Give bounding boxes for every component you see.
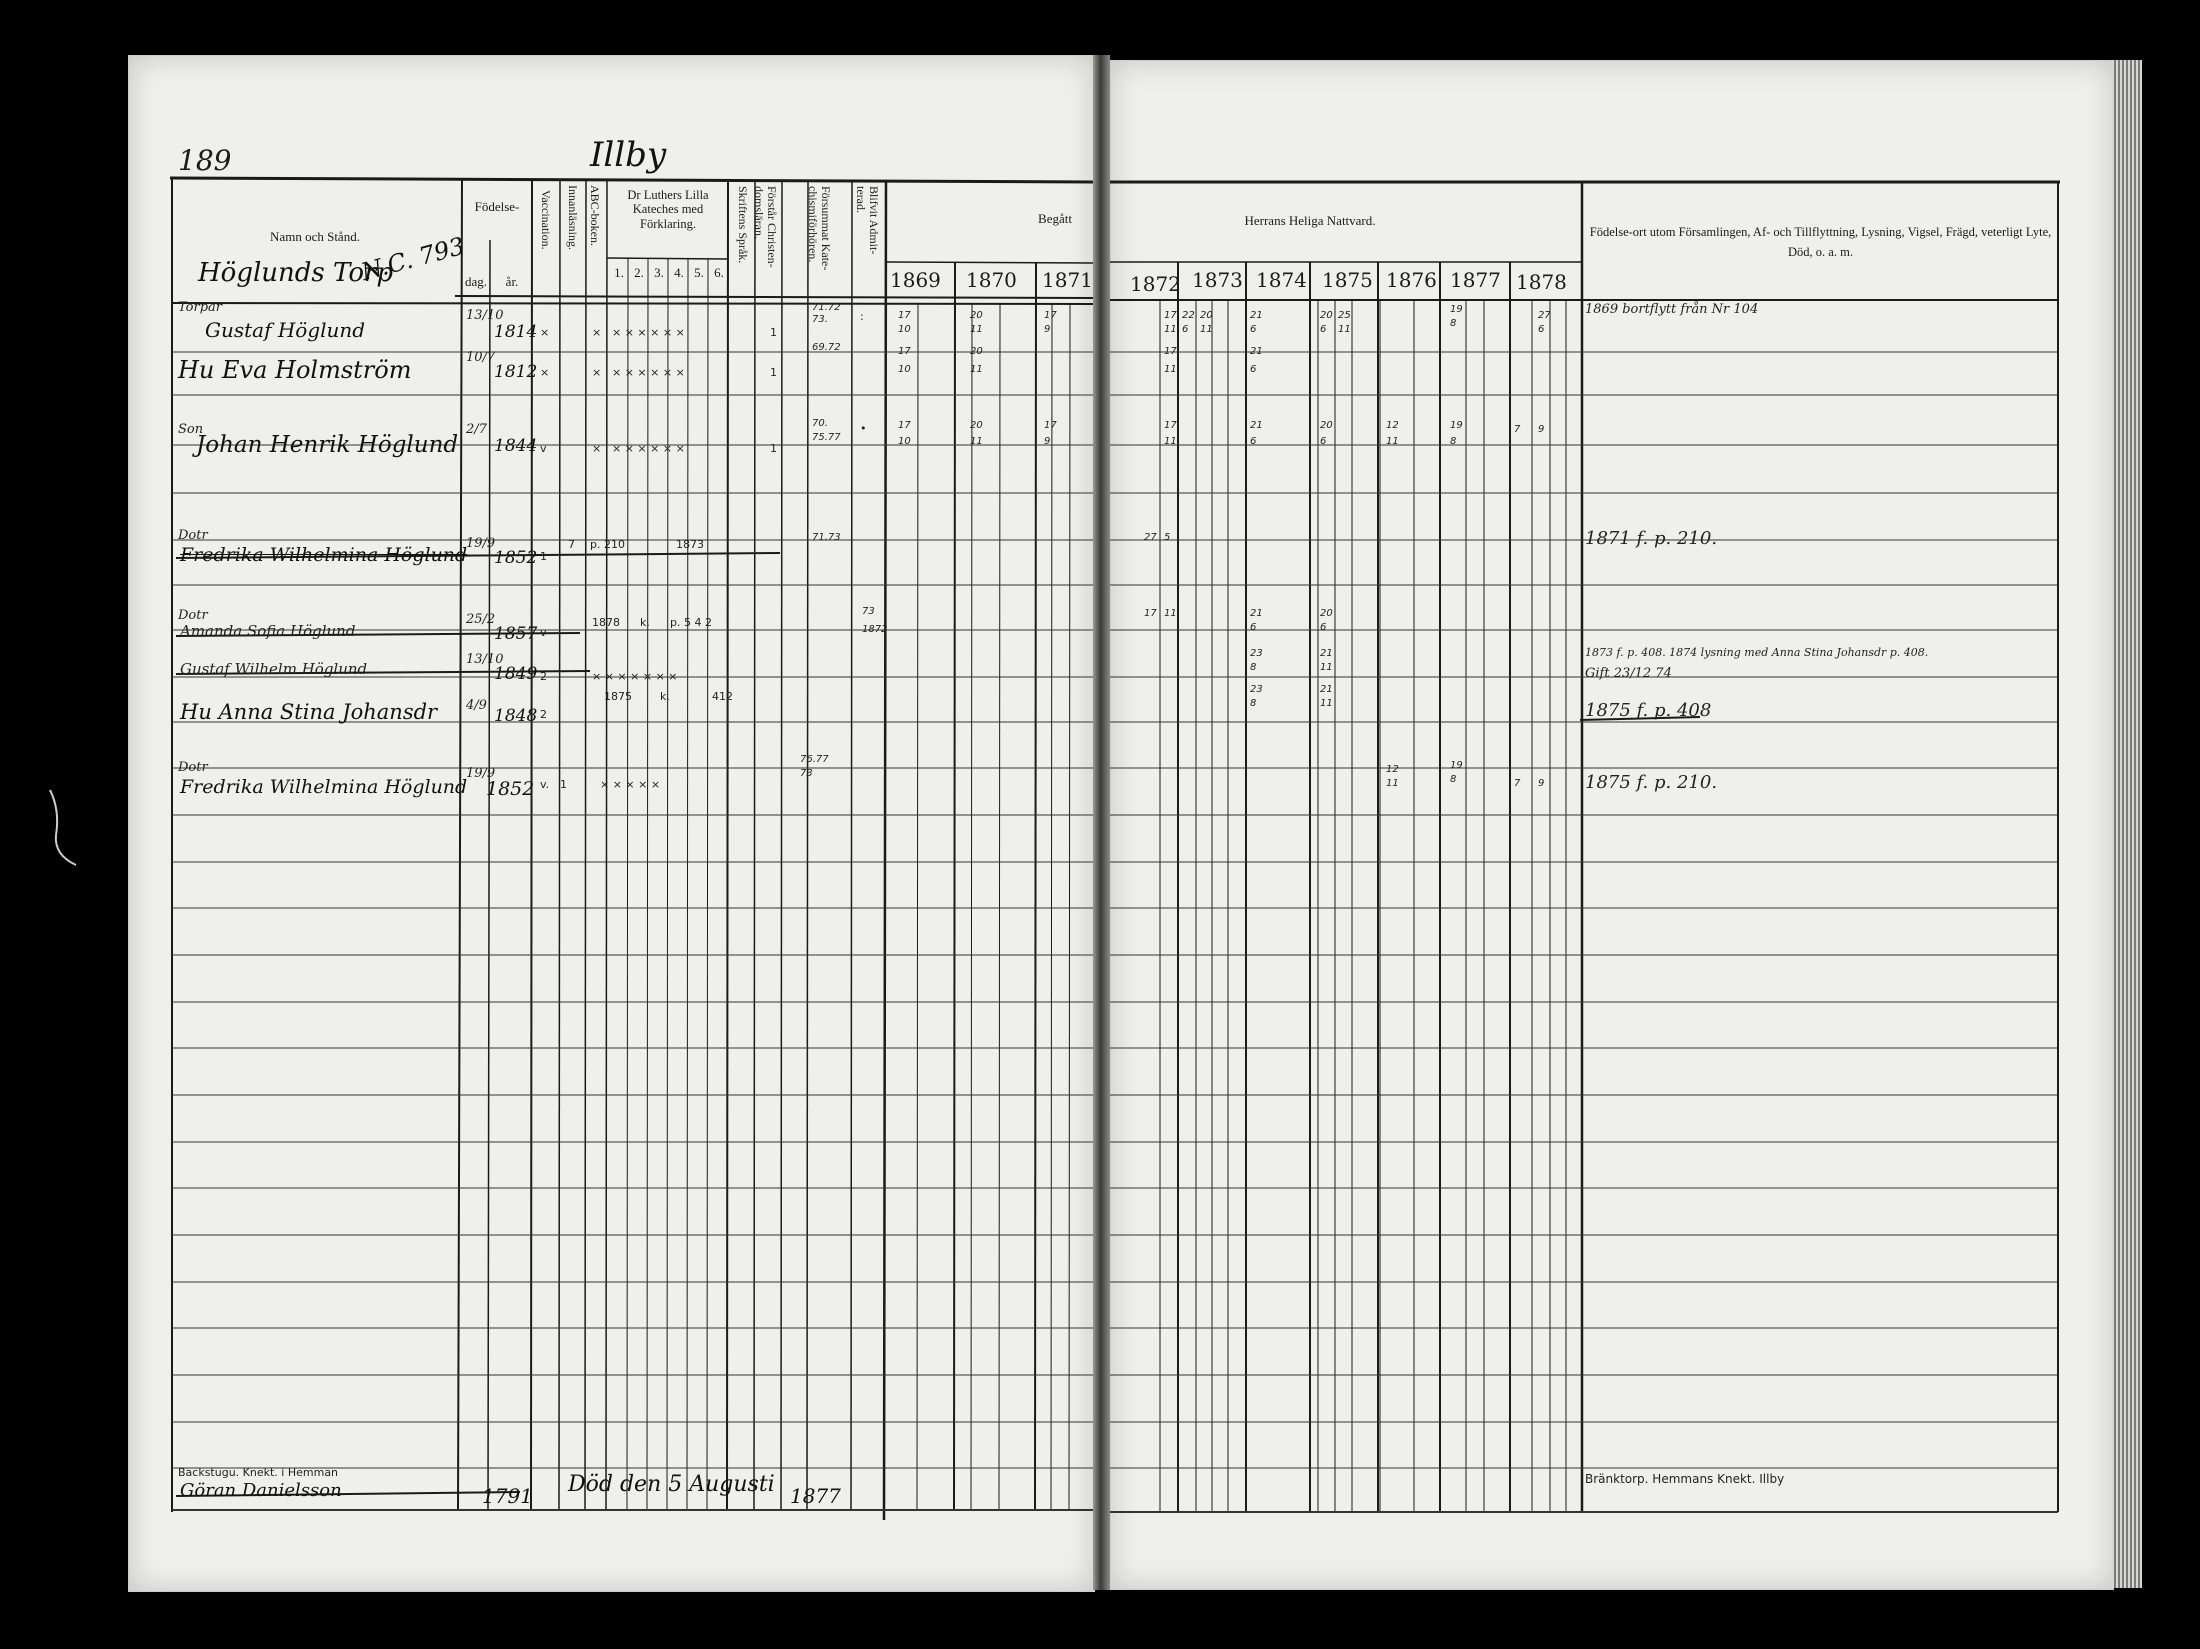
- svg-text:25: 25: [1338, 310, 1351, 321]
- header-name: Namn och Stånd.: [270, 229, 360, 244]
- svg-text:k.: k.: [640, 616, 650, 629]
- svg-text:× × × × × ×: × × × × × ×: [612, 326, 685, 339]
- header-forstar: Förstår Christen-domsläran.: [751, 186, 779, 268]
- entry-day: 25/2: [466, 612, 496, 627]
- entry-year: 1844: [494, 436, 538, 456]
- entry-year: 1857: [494, 624, 538, 644]
- svg-text:20: 20: [970, 346, 983, 357]
- entry-notes: 1873 f. p. 408. 1874 lysning med Anna Stina Johansdr p. 408.: [1585, 646, 1929, 659]
- header-k1: 1.: [614, 265, 624, 280]
- year-1874: 1874: [1256, 268, 1307, 292]
- svg-text:11: 11: [970, 324, 983, 335]
- svg-text:6: 6: [1182, 324, 1189, 335]
- svg-text:11: 11: [1200, 324, 1213, 335]
- svg-text:9: 9: [1538, 424, 1545, 435]
- svg-text:21: 21: [1250, 346, 1263, 357]
- svg-text:×: ×: [592, 442, 602, 455]
- svg-text:23: 23: [1250, 684, 1263, 695]
- entry-name: Fredrika Wilhelmina Höglund: [180, 776, 468, 798]
- svg-text:17: 17: [898, 310, 911, 321]
- svg-text:× × × × ×: × × × × ×: [600, 778, 661, 791]
- header-k4: 4.: [674, 265, 684, 280]
- header-forsummat: Försummat Kate-chismiförhören.: [805, 186, 833, 271]
- svg-text:17: 17: [898, 420, 911, 431]
- svg-text:6: 6: [1250, 622, 1257, 633]
- header-innanlasning: Innanläsning.: [566, 185, 580, 250]
- svg-text:9: 9: [1044, 436, 1051, 447]
- svg-text:11: 11: [1320, 662, 1333, 673]
- svg-text:9: 9: [1538, 778, 1545, 789]
- footer-death-year: 1877: [790, 1484, 841, 1508]
- svg-text:11: 11: [1164, 608, 1177, 619]
- footer-line2: Göran Danielsson: [180, 1480, 342, 1501]
- svg-text:23: 23: [1250, 648, 1263, 659]
- entry-role: Dotr: [178, 760, 208, 775]
- farm-name: Höglunds Torp: [198, 258, 394, 288]
- place-name: Illby: [590, 135, 667, 175]
- svg-text:×: ×: [540, 326, 550, 339]
- page-number: 189: [178, 144, 232, 177]
- entry-name: Hu Eva Holmström: [178, 356, 412, 384]
- header-katekes: Dr Luthers Lilla Kateches med Förklaring.: [627, 188, 709, 231]
- header-fodelseort: Födelse-ort utom Församlingen, Af- och Tillflyttning, Lysning, Vigsel, Frägd, veterligt Lyte, Död, o. a. m.: [1589, 225, 2052, 259]
- svg-text:1872: 1872: [862, 624, 888, 635]
- header-nattvard: Herrans Heliga Nattvard.: [1244, 213, 1376, 228]
- svg-text:9: 9: [1044, 324, 1051, 335]
- entry-notes: Gift 23/12 74: [1585, 666, 1672, 681]
- svg-text:8: 8: [1250, 698, 1257, 709]
- svg-text:11: 11: [1164, 324, 1177, 335]
- entry-day: 13/10: [466, 308, 504, 323]
- svg-text:22: 22: [1182, 310, 1195, 321]
- svg-text:20: 20: [970, 310, 983, 321]
- footer-year: 1791: [482, 1484, 533, 1508]
- svg-text:17: 17: [1164, 346, 1177, 357]
- header-skriftens: Skriftens Språk.: [736, 186, 750, 264]
- entry-role: Dotr: [178, 528, 208, 543]
- svg-text:× × × × × × ×: × × × × × × ×: [592, 670, 678, 683]
- svg-text:6: 6: [1320, 324, 1327, 335]
- svg-text:19: 19: [1450, 760, 1463, 771]
- svg-text:1: 1: [770, 326, 777, 339]
- svg-text:× × × × × ×: × × × × × ×: [612, 442, 685, 455]
- svg-text:21: 21: [1320, 684, 1333, 695]
- svg-text:6: 6: [1538, 324, 1545, 335]
- svg-text:21: 21: [1250, 310, 1263, 321]
- svg-text:11: 11: [1386, 436, 1399, 447]
- entry-notes: 1875 f. p. 210.: [1585, 772, 1718, 793]
- svg-text:1875: 1875: [604, 690, 632, 703]
- svg-text:7: 7: [1514, 778, 1521, 789]
- year-1877: 1877: [1450, 268, 1501, 292]
- footer-line1: Backstugu. Knekt. i Hemman: [178, 1466, 339, 1479]
- svg-text:17: 17: [1044, 420, 1057, 431]
- svg-text:20: 20: [970, 420, 983, 431]
- svg-text:×: ×: [592, 326, 602, 339]
- footer-death: Död den 5 Augusti: [568, 1472, 775, 1497]
- svg-text:10: 10: [898, 364, 911, 375]
- svg-text:21: 21: [1320, 648, 1333, 659]
- header-abc: ABC-boken.: [588, 185, 602, 246]
- year-1875: 1875: [1322, 268, 1373, 292]
- entry-day: 13/10: [466, 652, 504, 667]
- svg-text:70.: 70.: [812, 418, 828, 429]
- header-begatt: Begått: [1038, 211, 1072, 226]
- svg-text:1: 1: [560, 778, 567, 791]
- svg-text:11: 11: [1386, 778, 1399, 789]
- svg-text:21: 21: [1250, 420, 1263, 431]
- svg-text:73: 73: [800, 768, 813, 779]
- svg-text:10: 10: [898, 324, 911, 335]
- svg-text:× × × × × ×: × × × × × ×: [612, 366, 685, 379]
- entry-name: Amanda Sofia Höglund: [180, 622, 356, 640]
- svg-text:20: 20: [1320, 420, 1333, 431]
- svg-text:10: 10: [898, 436, 911, 447]
- svg-text:6: 6: [1250, 324, 1257, 335]
- svg-text:17: 17: [898, 346, 911, 357]
- year-1876: 1876: [1386, 268, 1437, 292]
- svg-text::: :: [860, 310, 864, 323]
- footer-right-note: Bränktorp. Hemmans Knekt. Illby: [1585, 1472, 1785, 1486]
- year-1871: 1871: [1042, 268, 1093, 292]
- entry-year: 1814: [494, 322, 538, 342]
- svg-text:19: 19: [1450, 420, 1463, 431]
- svg-text:71.73: 71.73: [812, 532, 841, 543]
- entry-day: 19/9: [466, 536, 496, 551]
- svg-text:1: 1: [770, 442, 777, 455]
- svg-text:27: 27: [1538, 310, 1551, 321]
- entry-day: 19/9: [466, 766, 496, 781]
- header-k2: 2.: [634, 265, 644, 280]
- svg-text:27: 27: [1144, 532, 1157, 543]
- svg-text:7: 7: [568, 538, 575, 551]
- entry-year: 1852: [486, 778, 535, 800]
- svg-text:7: 7: [1514, 424, 1521, 435]
- svg-text:76.77: 76.77: [800, 754, 829, 765]
- svg-text:v: v: [540, 442, 547, 455]
- svg-text:8: 8: [1250, 662, 1257, 673]
- svg-text:12: 12: [1386, 764, 1399, 775]
- year-1870: 1870: [966, 268, 1017, 292]
- entry-year: 1849: [494, 664, 538, 684]
- year-1873: 1873: [1192, 268, 1243, 292]
- svg-text:8: 8: [1450, 436, 1457, 447]
- svg-text:2: 2: [540, 670, 547, 683]
- svg-text:k.: k.: [660, 690, 670, 703]
- svg-text:p. 5 4 2: p. 5 4 2: [670, 616, 712, 629]
- entry-notes: 1875 f. p. 408: [1585, 700, 1712, 721]
- entry-year: 1852: [494, 548, 538, 568]
- svg-text:•: •: [860, 422, 867, 435]
- svg-text:21: 21: [1250, 608, 1263, 619]
- entry-role: Son: [178, 422, 204, 437]
- entry-role: Dotr: [178, 608, 208, 623]
- svg-text:17: 17: [1164, 310, 1177, 321]
- svg-text:5: 5: [1164, 532, 1171, 543]
- svg-text:11: 11: [1338, 324, 1351, 335]
- svg-text:69.72: 69.72: [812, 342, 841, 353]
- svg-text:71.72: 71.72: [812, 302, 841, 313]
- svg-text:11: 11: [1320, 698, 1333, 709]
- entry-year: 1848: [494, 706, 538, 726]
- svg-text:×: ×: [540, 366, 550, 379]
- svg-text:17: 17: [1164, 420, 1177, 431]
- svg-text:17: 17: [1144, 608, 1157, 619]
- svg-text:11: 11: [1164, 364, 1177, 375]
- entry-notes: 1871 f. p. 210.: [1585, 528, 1718, 549]
- svg-text:75.77: 75.77: [812, 432, 841, 443]
- record-ref: N.C. 793: [358, 231, 468, 287]
- svg-text:v: v: [540, 626, 547, 639]
- header-k3: 3.: [654, 265, 664, 280]
- entry-day: 4/9: [466, 698, 487, 713]
- header-vaccination: Vaccination.: [539, 190, 553, 250]
- entry-name: Gustaf Wilhelm Höglund: [180, 660, 368, 678]
- svg-text:6: 6: [1250, 436, 1257, 447]
- header-ar: år.: [505, 274, 519, 289]
- entry-name: Johan Henrik Höglund: [196, 432, 459, 458]
- entry-role: Torpar: [178, 300, 222, 315]
- header-k6: 6.: [714, 265, 724, 280]
- entry-year: 1812: [494, 362, 538, 382]
- svg-text:19: 19: [1450, 304, 1463, 315]
- svg-text:6: 6: [1250, 364, 1257, 375]
- header-dag: dag.: [464, 274, 488, 289]
- svg-text:8: 8: [1450, 318, 1457, 329]
- svg-text:v.: v.: [540, 778, 550, 791]
- svg-text:2: 2: [540, 708, 547, 721]
- svg-text:17: 17: [1044, 310, 1057, 321]
- svg-text:73: 73: [862, 606, 875, 617]
- svg-text:1873: 1873: [676, 538, 704, 551]
- svg-text:11: 11: [970, 436, 983, 447]
- svg-text:6: 6: [1320, 436, 1327, 447]
- svg-text:12: 12: [1386, 420, 1399, 431]
- entry-day: 2/7: [466, 422, 487, 437]
- svg-text:1878: 1878: [592, 616, 620, 629]
- svg-text:1: 1: [540, 550, 547, 563]
- year-1878: 1878: [1516, 270, 1567, 294]
- svg-text:412: 412: [712, 690, 733, 703]
- svg-text:20: 20: [1320, 608, 1333, 619]
- svg-text:11: 11: [970, 364, 983, 375]
- svg-text:p. 210: p. 210: [590, 538, 625, 551]
- svg-text:1: 1: [770, 366, 777, 379]
- header-k5: 5.: [694, 265, 704, 280]
- entry-day: 10/7: [466, 350, 496, 365]
- header-fodelse: Födelse-: [474, 199, 520, 214]
- entry-name: Gustaf Höglund: [205, 318, 366, 342]
- entry-name: Fredrika Wilhelmina Höglund: [180, 544, 468, 566]
- svg-text:8: 8: [1450, 774, 1457, 785]
- entry-name: Hu Anna Stina Johansdr: [180, 700, 438, 724]
- svg-text:73.: 73.: [812, 314, 828, 325]
- svg-text:20: 20: [1320, 310, 1333, 321]
- header-blifvit: Blifvit Admit-terad.: [853, 186, 881, 255]
- svg-text:20: 20: [1200, 310, 1213, 321]
- year-1872: 1872: [1130, 272, 1181, 296]
- svg-text:6: 6: [1320, 622, 1327, 633]
- svg-text:×: ×: [592, 366, 602, 379]
- svg-text:11: 11: [1164, 436, 1177, 447]
- year-1869: 1869: [890, 268, 941, 292]
- entry-notes: 1869 bortflytt från Nr 104: [1585, 302, 1759, 317]
